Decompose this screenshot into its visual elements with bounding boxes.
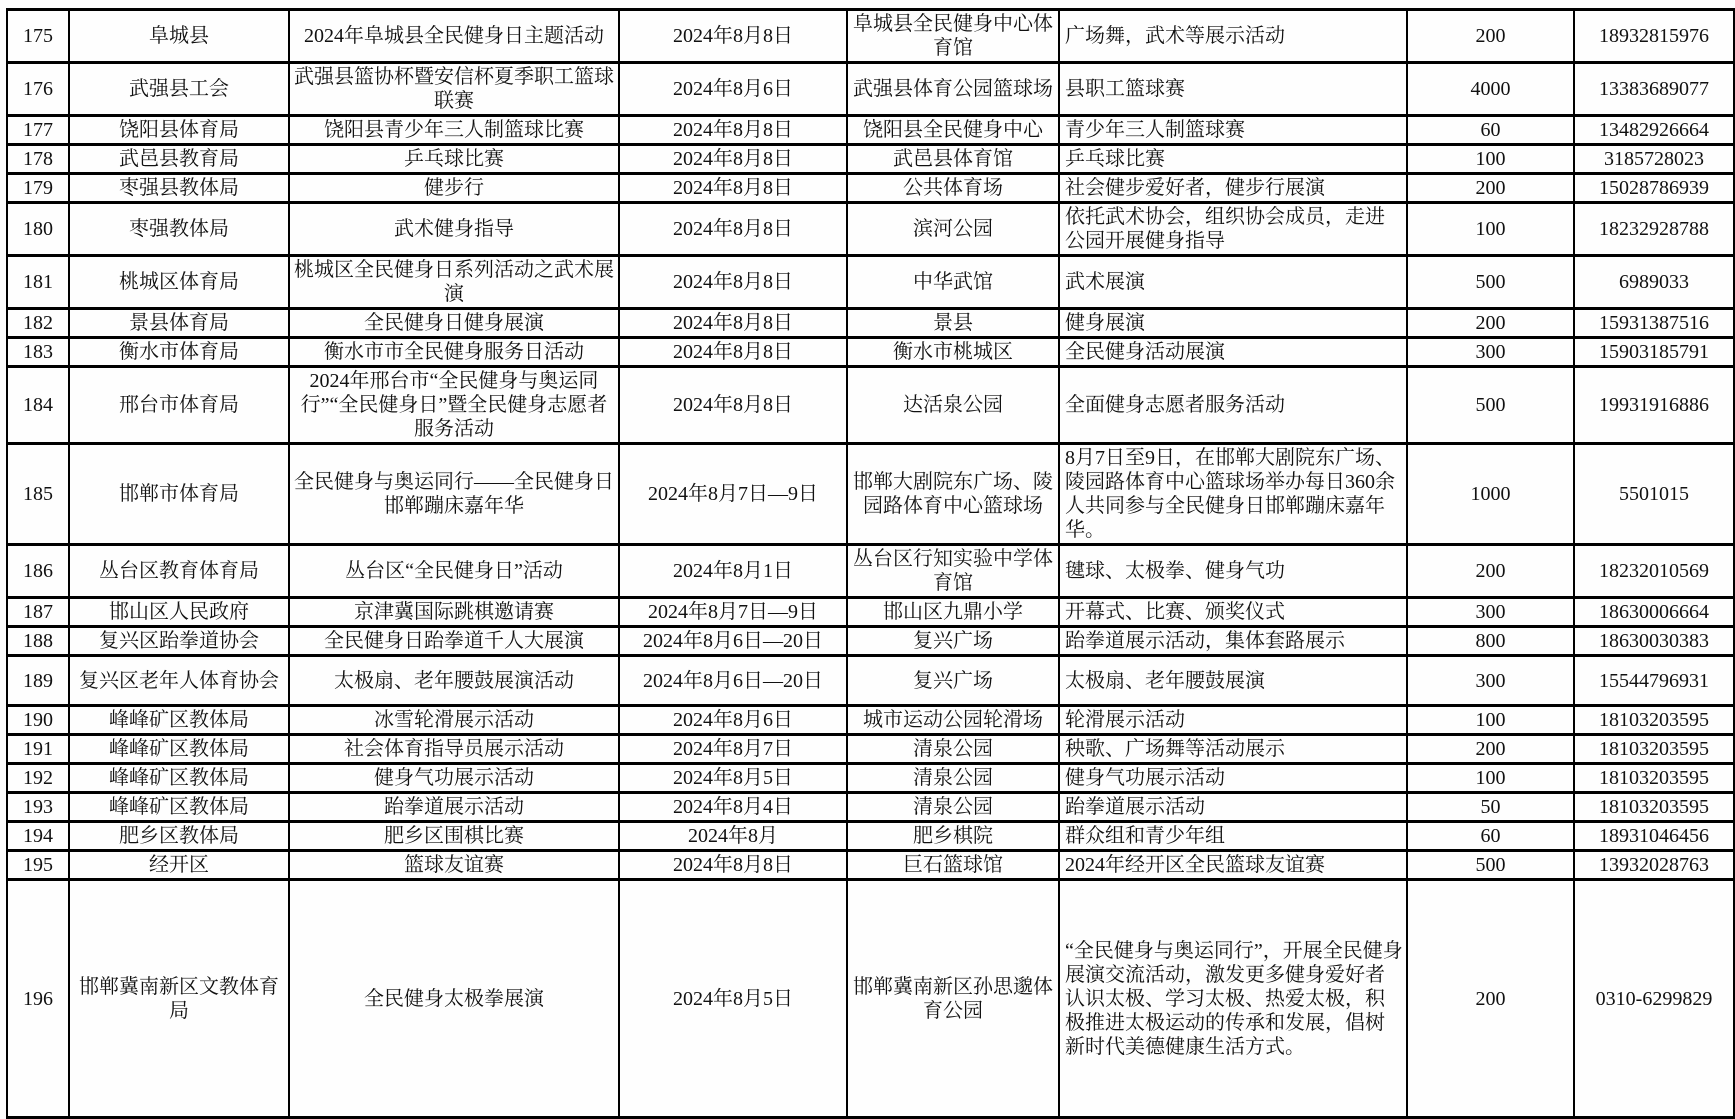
cell-description: 群众组和青少年组 xyxy=(1059,822,1407,851)
cell-row-number: 194 xyxy=(7,822,69,851)
cell-phone: 19931916886 xyxy=(1574,367,1734,444)
cell-event-name: 丛台区“全民健身日”活动 xyxy=(289,545,619,598)
table-row xyxy=(7,367,1734,444)
cell-event-name: 健步行 xyxy=(289,174,619,203)
cell-date: 2024年8月5日 xyxy=(619,764,847,793)
cell-venue: 清泉公园 xyxy=(847,793,1059,822)
cell-row-number: 180 xyxy=(7,203,69,256)
cell-venue: 衡水市桃城区 xyxy=(847,338,1059,367)
cell-date: 2024年8月7日—9日 xyxy=(619,444,847,545)
cell-description: 轮滑展示活动 xyxy=(1059,706,1407,735)
cell-venue: 武邑县体育馆 xyxy=(847,145,1059,174)
cell-date: 2024年8月8日 xyxy=(619,851,847,880)
cell-phone: 18232928788 xyxy=(1574,203,1734,256)
cell-venue: 饶阳县全民健身中心 xyxy=(847,116,1059,145)
cell-participants: 500 xyxy=(1407,851,1574,880)
cell-organizer: 衡水市体育局 xyxy=(69,338,289,367)
cell-event-name: 篮球友谊赛 xyxy=(289,851,619,880)
cell-participants: 100 xyxy=(1407,764,1574,793)
cell-venue: 阜城县全民健身中心体育馆 xyxy=(847,10,1059,63)
cell-organizer: 饶阳县体育局 xyxy=(69,116,289,145)
cell-event-name: 全民健身与奥运同行——全民健身日邯郸蹦床嘉年华 xyxy=(289,444,619,545)
cell-row-number: 189 xyxy=(7,656,69,706)
cell-venue: 复兴广场 xyxy=(847,627,1059,656)
cell-description: 跆拳道展示活动，集体套路展示 xyxy=(1059,627,1407,656)
cell-venue: 滨河公园 xyxy=(847,203,1059,256)
cell-description: 开幕式、比赛、颁奖仪式 xyxy=(1059,598,1407,627)
cell-event-name: 桃城区全民健身日系列活动之武术展演 xyxy=(289,256,619,309)
cell-row-number: 192 xyxy=(7,764,69,793)
cell-description: 县职工篮球赛 xyxy=(1059,63,1407,116)
cell-phone: 18103203595 xyxy=(1574,706,1734,735)
cell-organizer: 邯郸冀南新区文教体育局 xyxy=(69,880,289,1118)
cell-phone: 13482926664 xyxy=(1574,116,1734,145)
cell-event-name: 全民健身太极拳展演 xyxy=(289,880,619,1118)
cell-event-name: 武强县篮协杯暨安信杯夏季职工篮球联赛 xyxy=(289,63,619,116)
cell-date: 2024年8月6日 xyxy=(619,706,847,735)
cell-row-number: 190 xyxy=(7,706,69,735)
cell-event-name: 乒乓球比赛 xyxy=(289,145,619,174)
table-row xyxy=(7,63,1734,116)
cell-organizer: 景县体育局 xyxy=(69,309,289,338)
cell-venue: 清泉公园 xyxy=(847,764,1059,793)
cell-organizer: 复兴区老年人体育协会 xyxy=(69,656,289,706)
cell-organizer: 肥乡区教体局 xyxy=(69,822,289,851)
cell-phone: 15903185791 xyxy=(1574,338,1734,367)
cell-description: 毽球、太极拳、健身气功 xyxy=(1059,545,1407,598)
cell-row-number: 181 xyxy=(7,256,69,309)
cell-organizer: 峰峰矿区教体局 xyxy=(69,793,289,822)
cell-event-name: 冰雪轮滑展示活动 xyxy=(289,706,619,735)
cell-phone: 15028786939 xyxy=(1574,174,1734,203)
cell-participants: 300 xyxy=(1407,338,1574,367)
cell-participants: 200 xyxy=(1407,735,1574,764)
cell-event-name: 肥乡区围棋比赛 xyxy=(289,822,619,851)
cell-date: 2024年8月8日 xyxy=(619,338,847,367)
cell-phone: 18232010569 xyxy=(1574,545,1734,598)
cell-date: 2024年8月6日—20日 xyxy=(619,627,847,656)
cell-row-number: 193 xyxy=(7,793,69,822)
table-row xyxy=(7,203,1734,256)
cell-venue: 达活泉公园 xyxy=(847,367,1059,444)
cell-description: 青少年三人制篮球赛 xyxy=(1059,116,1407,145)
cell-phone: 5501015 xyxy=(1574,444,1734,545)
cell-phone: 18103203595 xyxy=(1574,764,1734,793)
cell-date: 2024年8月8日 xyxy=(619,203,847,256)
cell-phone: 0310-6299829 xyxy=(1574,880,1734,1118)
cell-description: 武术展演 xyxy=(1059,256,1407,309)
table-row xyxy=(7,735,1734,764)
cell-event-name: 全民健身日跆拳道千人大展演 xyxy=(289,627,619,656)
table-row xyxy=(7,338,1734,367)
cell-venue: 邯郸大剧院东广场、陵园路体育中心篮球场 xyxy=(847,444,1059,545)
cell-row-number: 188 xyxy=(7,627,69,656)
cell-event-name: 跆拳道展示活动 xyxy=(289,793,619,822)
cell-organizer: 峰峰矿区教体局 xyxy=(69,706,289,735)
cell-participants: 100 xyxy=(1407,706,1574,735)
cell-phone: 13383689077 xyxy=(1574,63,1734,116)
cell-description: 全民健身活动展演 xyxy=(1059,338,1407,367)
cell-phone: 15931387516 xyxy=(1574,309,1734,338)
cell-phone: 18630006664 xyxy=(1574,598,1734,627)
cell-venue: 复兴广场 xyxy=(847,656,1059,706)
cell-venue: 丛台区行知实验中学体育馆 xyxy=(847,545,1059,598)
cell-date: 2024年8月8日 xyxy=(619,174,847,203)
cell-description: “全民健身与奥运同行”，开展全民健身展演交流活动，激发更多健身爱好者认识太极、学习太极、热爱太极，积极推进太极运动的传承和发展，倡树新时代美德健康生活方式。 xyxy=(1059,880,1407,1118)
cell-venue: 武强县体育公园篮球场 xyxy=(847,63,1059,116)
cell-date: 2024年8月6日—20日 xyxy=(619,656,847,706)
cell-date: 2024年8月6日 xyxy=(619,63,847,116)
cell-participants: 4000 xyxy=(1407,63,1574,116)
cell-venue: 肥乡棋院 xyxy=(847,822,1059,851)
cell-date: 2024年8月1日 xyxy=(619,545,847,598)
cell-date: 2024年8月8日 xyxy=(619,10,847,63)
cell-description: 乒乓球比赛 xyxy=(1059,145,1407,174)
cell-phone: 18103203595 xyxy=(1574,735,1734,764)
document-page xyxy=(0,8,1735,1058)
cell-row-number: 185 xyxy=(7,444,69,545)
cell-description: 跆拳道展示活动 xyxy=(1059,793,1407,822)
cell-participants: 300 xyxy=(1407,598,1574,627)
cell-row-number: 178 xyxy=(7,145,69,174)
cell-participants: 200 xyxy=(1407,880,1574,1118)
table-row xyxy=(7,256,1734,309)
cell-row-number: 175 xyxy=(7,10,69,63)
cell-venue: 中华武馆 xyxy=(847,256,1059,309)
cell-phone: 15544796931 xyxy=(1574,656,1734,706)
cell-participants: 300 xyxy=(1407,656,1574,706)
cell-phone: 6989033 xyxy=(1574,256,1734,309)
cell-event-name: 衡水市市全民健身服务日活动 xyxy=(289,338,619,367)
cell-organizer: 邯山区人民政府 xyxy=(69,598,289,627)
cell-description: 全面健身志愿者服务活动 xyxy=(1059,367,1407,444)
cell-event-name: 饶阳县青少年三人制篮球比赛 xyxy=(289,116,619,145)
cell-row-number: 196 xyxy=(7,880,69,1118)
cell-date: 2024年8月8日 xyxy=(619,145,847,174)
cell-organizer: 阜城县 xyxy=(69,10,289,63)
cell-participants: 500 xyxy=(1407,256,1574,309)
cell-venue: 邯郸冀南新区孙思邈体育公园 xyxy=(847,880,1059,1118)
cell-event-name: 社会体育指导员展示活动 xyxy=(289,735,619,764)
table-row xyxy=(7,656,1734,706)
cell-row-number: 176 xyxy=(7,63,69,116)
cell-organizer: 丛台区教育体育局 xyxy=(69,545,289,598)
events-table xyxy=(6,8,1735,1119)
cell-date: 2024年8月4日 xyxy=(619,793,847,822)
table-row xyxy=(7,145,1734,174)
cell-event-name: 京津冀国际跳棋邀请赛 xyxy=(289,598,619,627)
cell-date: 2024年8月 xyxy=(619,822,847,851)
cell-event-name: 全民健身日健身展演 xyxy=(289,309,619,338)
cell-participants: 100 xyxy=(1407,145,1574,174)
cell-description: 健身气功展示活动 xyxy=(1059,764,1407,793)
cell-date: 2024年8月8日 xyxy=(619,256,847,309)
cell-phone: 18630030383 xyxy=(1574,627,1734,656)
cell-event-name: 2024年阜城县全民健身日主题活动 xyxy=(289,10,619,63)
cell-description: 广场舞，武术等展示活动 xyxy=(1059,10,1407,63)
cell-phone: 3185728023 xyxy=(1574,145,1734,174)
cell-phone: 18932815976 xyxy=(1574,10,1734,63)
cell-participants: 800 xyxy=(1407,627,1574,656)
cell-organizer: 峰峰矿区教体局 xyxy=(69,764,289,793)
cell-date: 2024年8月5日 xyxy=(619,880,847,1118)
cell-participants: 500 xyxy=(1407,367,1574,444)
cell-phone: 18103203595 xyxy=(1574,793,1734,822)
cell-event-name: 健身气功展示活动 xyxy=(289,764,619,793)
cell-row-number: 186 xyxy=(7,545,69,598)
cell-organizer: 邯郸市体育局 xyxy=(69,444,289,545)
cell-participants: 200 xyxy=(1407,10,1574,63)
cell-event-name: 武术健身指导 xyxy=(289,203,619,256)
table-row xyxy=(7,764,1734,793)
cell-participants: 100 xyxy=(1407,203,1574,256)
cell-organizer: 武强县工会 xyxy=(69,63,289,116)
cell-participants: 200 xyxy=(1407,545,1574,598)
cell-date: 2024年8月7日 xyxy=(619,735,847,764)
cell-venue: 景县 xyxy=(847,309,1059,338)
table-row xyxy=(7,116,1734,145)
table-row xyxy=(7,793,1734,822)
cell-venue: 邯山区九鼎小学 xyxy=(847,598,1059,627)
cell-participants: 50 xyxy=(1407,793,1574,822)
table-row xyxy=(7,627,1734,656)
cell-venue: 清泉公园 xyxy=(847,735,1059,764)
table-row xyxy=(7,880,1734,1118)
cell-description: 2024年经开区全民篮球友谊赛 xyxy=(1059,851,1407,880)
cell-row-number: 182 xyxy=(7,309,69,338)
cell-row-number: 187 xyxy=(7,598,69,627)
table-row xyxy=(7,598,1734,627)
cell-description: 依托武术协会，组织协会成员，走进公园开展健身指导 xyxy=(1059,203,1407,256)
table-row xyxy=(7,444,1734,545)
cell-description: 健身展演 xyxy=(1059,309,1407,338)
table-row xyxy=(7,822,1734,851)
cell-date: 2024年8月7日—9日 xyxy=(619,598,847,627)
cell-description: 秧歌、广场舞等活动展示 xyxy=(1059,735,1407,764)
table-row xyxy=(7,10,1734,63)
cell-participants: 60 xyxy=(1407,116,1574,145)
cell-organizer: 武邑县教育局 xyxy=(69,145,289,174)
cell-phone: 18931046456 xyxy=(1574,822,1734,851)
cell-participants: 1000 xyxy=(1407,444,1574,545)
cell-venue: 城市运动公园轮滑场 xyxy=(847,706,1059,735)
table-row xyxy=(7,851,1734,880)
cell-organizer: 复兴区跆拳道协会 xyxy=(69,627,289,656)
cell-event-name: 太极扇、老年腰鼓展演活动 xyxy=(289,656,619,706)
cell-row-number: 183 xyxy=(7,338,69,367)
cell-organizer: 峰峰矿区教体局 xyxy=(69,735,289,764)
cell-row-number: 177 xyxy=(7,116,69,145)
cell-date: 2024年8月8日 xyxy=(619,367,847,444)
cell-description: 8月7日至9日，在邯郸大剧院东广场、陵园路体育中心篮球场举办每日360余人共同参与全民健身日邯郸蹦床嘉年华。 xyxy=(1059,444,1407,545)
cell-participants: 200 xyxy=(1407,174,1574,203)
cell-organizer: 经开区 xyxy=(69,851,289,880)
cell-organizer: 桃城区体育局 xyxy=(69,256,289,309)
cell-date: 2024年8月8日 xyxy=(619,116,847,145)
cell-row-number: 195 xyxy=(7,851,69,880)
cell-organizer: 枣强县教体局 xyxy=(69,174,289,203)
cell-venue: 公共体育场 xyxy=(847,174,1059,203)
cell-participants: 200 xyxy=(1407,309,1574,338)
cell-row-number: 191 xyxy=(7,735,69,764)
cell-row-number: 179 xyxy=(7,174,69,203)
cell-description: 社会健步爱好者，健步行展演 xyxy=(1059,174,1407,203)
cell-participants: 60 xyxy=(1407,822,1574,851)
table-row xyxy=(7,706,1734,735)
cell-organizer: 枣强教体局 xyxy=(69,203,289,256)
cell-venue: 巨石篮球馆 xyxy=(847,851,1059,880)
cell-description: 太极扇、老年腰鼓展演 xyxy=(1059,656,1407,706)
table-body xyxy=(7,10,1734,1118)
cell-event-name: 2024年邢台市“全民健身与奥运同行”“全民健身日”暨全民健身志愿者服务活动 xyxy=(289,367,619,444)
table-row xyxy=(7,174,1734,203)
cell-row-number: 184 xyxy=(7,367,69,444)
cell-phone: 13932028763 xyxy=(1574,851,1734,880)
table-row xyxy=(7,545,1734,598)
cell-organizer: 邢台市体育局 xyxy=(69,367,289,444)
cell-date: 2024年8月8日 xyxy=(619,309,847,338)
table-row xyxy=(7,309,1734,338)
